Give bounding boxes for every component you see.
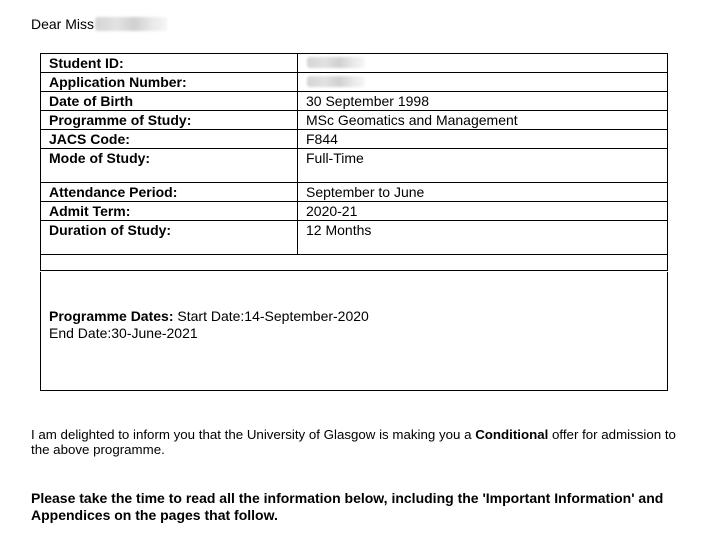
student-id-label: Student ID:: [41, 54, 298, 73]
table-row: [41, 149, 668, 183]
important-notice: Please take the time to read all the information below, including the 'Important Information' and Appendices on the pages that follow.: [31, 490, 664, 523]
programme-label: Programme of Study:: [41, 111, 298, 130]
offer-text-after: offer for admission to the above programme.: [31, 427, 676, 457]
table-row: [41, 130, 668, 149]
table-row: [41, 92, 668, 111]
offer-type-emphasis: Conditional: [475, 427, 549, 442]
redacted-student-id: [307, 57, 365, 68]
admit-term-value: 2020-21: [298, 202, 668, 221]
table-row: [41, 202, 668, 221]
programme-value: MSc Geomatics and Management: [298, 111, 668, 130]
table-row: [41, 183, 668, 202]
student-id-value: [298, 54, 668, 73]
date-of-birth-label: Date of Birth: [41, 92, 298, 111]
redacted-application-number: [307, 76, 365, 87]
offer-text-before: I am delighted to inform you that the University of Glasgow is making you a: [31, 427, 476, 442]
mode-of-study-label: Mode of Study:: [41, 149, 298, 183]
programme-dates-text: [49, 308, 369, 342]
jacs-code-value: F844: [298, 130, 668, 149]
table-row: [41, 54, 668, 73]
offer-paragraph: [31, 427, 681, 457]
duration-label: Duration of Study:: [41, 221, 298, 255]
blank-cell: [41, 255, 668, 271]
date-of-birth-value: 30 September 1998: [298, 92, 668, 111]
programme-end-date: End Date:30-June-2021: [49, 325, 198, 341]
mode-of-study-value: Full-Time: [298, 149, 668, 183]
admit-term-label: Admit Term:: [41, 202, 298, 221]
programme-dates-label: Programme Dates:: [49, 308, 174, 324]
table-row: [41, 221, 668, 255]
application-number-value: [298, 73, 668, 92]
redacted-name: [95, 17, 167, 31]
student-details-table: [40, 53, 668, 271]
programme-dates-box: [40, 272, 668, 391]
attendance-period-label: Attendance Period:: [41, 183, 298, 202]
programme-start-date: Start Date:14-September-2020: [177, 308, 369, 324]
salutation-text: Dear Miss: [31, 16, 95, 32]
duration-value: 12 Months: [298, 221, 668, 255]
attendance-period-value: September to June: [298, 183, 668, 202]
salutation-line: [31, 16, 167, 32]
table-row: [41, 73, 668, 92]
application-number-label: Application Number:: [41, 73, 298, 92]
table-row: [41, 111, 668, 130]
table-row-blank: [41, 255, 668, 271]
jacs-code-label: JACS Code:: [41, 130, 298, 149]
